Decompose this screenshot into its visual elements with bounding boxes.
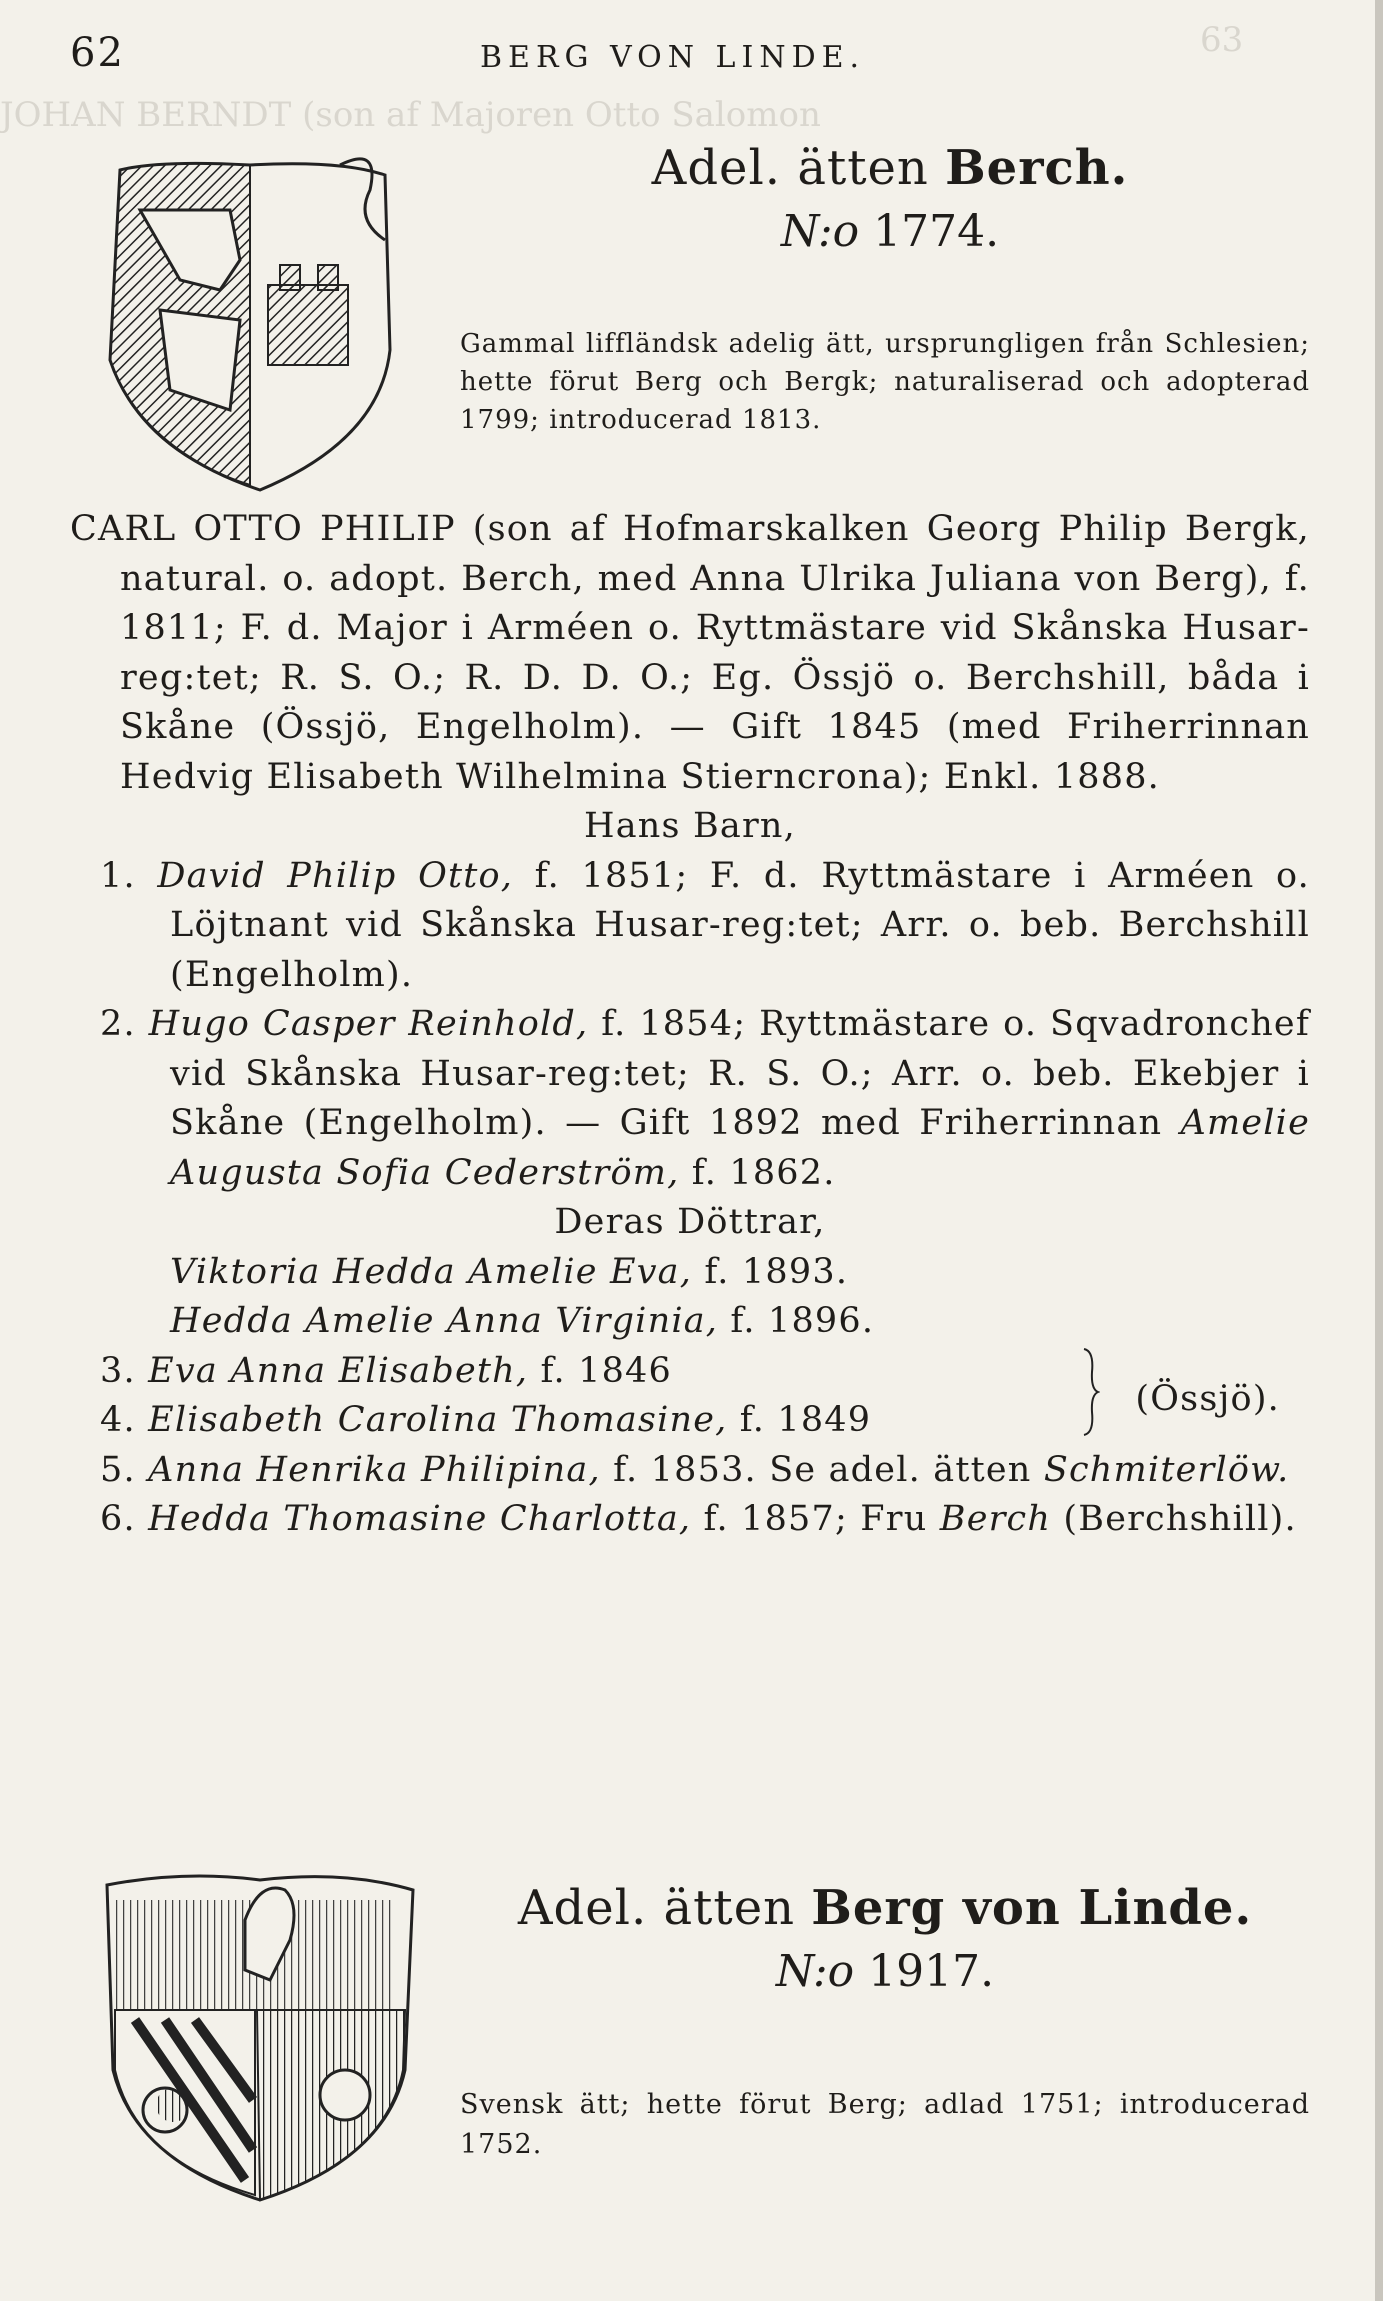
- child-1: [70, 852, 1310, 1001]
- page-number: 62: [70, 30, 125, 76]
- child-name: Elisabeth Carolina Thomasine,: [148, 1400, 728, 1440]
- coat-of-arms-berch-icon: [100, 150, 400, 500]
- family-title: [610, 140, 1170, 196]
- child-number: 6.: [100, 1499, 136, 1539]
- family-name: Berch.: [945, 140, 1129, 196]
- family-heading-berg-von-linde: [450, 1880, 1320, 1997]
- brace-note: (Össjö).: [1135, 1378, 1280, 1419]
- granddaughter-text: f. 1893.: [692, 1251, 849, 1292]
- child-2: [70, 1000, 1310, 1198]
- child-name: Hedda Thomasine Charlotta,: [148, 1499, 692, 1539]
- granddaughter-1: [70, 1248, 1310, 1298]
- child-name: Anna Henrika Philipina,: [148, 1449, 601, 1490]
- spouse-name: Amelie Augusta Sofia Cederström,: [170, 1103, 1310, 1193]
- child-text: f. 1854; Ryttmästare o. Sqvadronchef vid Skånska Husar-reg:tet; R. S. O.; Arr. o. beb. Ekebjer i Skåne (Engelholm). — Gift 1892 med Friherrinnan: [170, 1004, 1311, 1143]
- granddaughter-name: Viktoria Hedda Amelie Eva,: [170, 1251, 693, 1292]
- child-text: f. 1857; Fru: [691, 1499, 940, 1539]
- child-number: 3.: [100, 1350, 136, 1391]
- number-value: 1917.: [868, 1946, 995, 1997]
- child-number: 4.: [100, 1400, 136, 1440]
- granddaughter-2: [70, 1297, 1310, 1347]
- child-3: [70, 1347, 1310, 1397]
- page-edge: [1375, 0, 1383, 2301]
- child-text: f. 1853. Se adel. ätten: [600, 1449, 1044, 1490]
- children-heading: Hans Barn,: [583, 806, 796, 846]
- family-intro-berch: Gammal liffländsk adelig ätt, ursprungligen från Schlesien; hette förut Berg och Bergk; naturaliserad och adopterad 1799; introducerad 1813.: [460, 329, 1310, 435]
- main-text: [70, 505, 1310, 1545]
- child-text-2: (Berchshill).: [1051, 1499, 1297, 1539]
- child-text-2: f. 1862.: [679, 1152, 836, 1193]
- child-text: f. 1851; F. d. Ryttmästare i Arméen o. Löjtnant vid Skånska Husar-reg:tet; Arr. o. beb. Berchshill (Engelholm).: [170, 855, 1311, 995]
- family-title: [450, 1880, 1320, 1936]
- show-through-text: JOHAN BERNDT (son af Majoren Otto Salomon: [0, 95, 821, 135]
- page-header: [70, 30, 1310, 90]
- family-intro-berg-von-linde: Svensk ätt; hette förut Berg; adlad 1751; introducerad 1752.: [460, 2089, 1310, 2160]
- family-name: Berg von Linde.: [811, 1880, 1253, 1936]
- child-name: David Philip Otto,: [157, 855, 514, 896]
- family-number: [610, 206, 1170, 257]
- child-name: Eva Anna Elisabeth,: [148, 1350, 529, 1391]
- child-number: 2.: [100, 1004, 136, 1044]
- number-value: 1774.: [873, 206, 1000, 257]
- title-prefix: Adel. ätten: [651, 140, 929, 196]
- granddaughter-name: Hedda Amelie Anna Virginia,: [170, 1301, 719, 1341]
- running-head: BERG VON LINDE.: [480, 40, 866, 75]
- child-number: 1.: [100, 855, 136, 896]
- coat-of-arms-berg-von-linde-icon: [95, 1860, 425, 2205]
- child-4: [70, 1396, 1310, 1446]
- number-label: N:o: [775, 1946, 855, 1997]
- cross-reference: Schmiterlöw.: [1043, 1449, 1290, 1490]
- paragraph-carl-otto-philip: CARL OTTO PHILIP (son af Hofmarskalken Georg Philip Bergk, natural. o. adopt. Berch, med Anna Ulrika Juliana von Berg), f. 1811; F. d. Major i Arméen o. Ryttmästare vid Skånska Husar-reg:tet; R. S. O.; R. D. D. O.; Eg. Össjö o. Berchshill, båda i Skåne (Össjö, Engelholm). — Gift 1845 (med Friherrinnan Hedvig Elisabeth Wilhelmina Stierncrona); Enkl. 1888.: [70, 509, 1310, 797]
- granddaughter-text: f. 1896.: [718, 1301, 875, 1341]
- child-text: f. 1849: [727, 1400, 872, 1440]
- family-number: [450, 1946, 1320, 1997]
- braced-group: [70, 1347, 1310, 1446]
- daughters-heading: Deras Döttrar,: [554, 1202, 826, 1242]
- number-label: N:o: [780, 206, 860, 257]
- child-text: f. 1846: [528, 1350, 672, 1391]
- show-through-number: 63: [1200, 20, 1244, 60]
- child-5: [70, 1446, 1310, 1496]
- child-name: Hugo Casper Reinhold,: [148, 1004, 589, 1044]
- curly-brace-icon: [1080, 1347, 1100, 1437]
- title-prefix: Adel. ätten: [517, 1880, 796, 1936]
- child-6: [70, 1495, 1310, 1545]
- child-number: 5.: [100, 1449, 136, 1490]
- married-name: Berch: [939, 1499, 1052, 1539]
- family-heading-berch: [610, 140, 1170, 257]
